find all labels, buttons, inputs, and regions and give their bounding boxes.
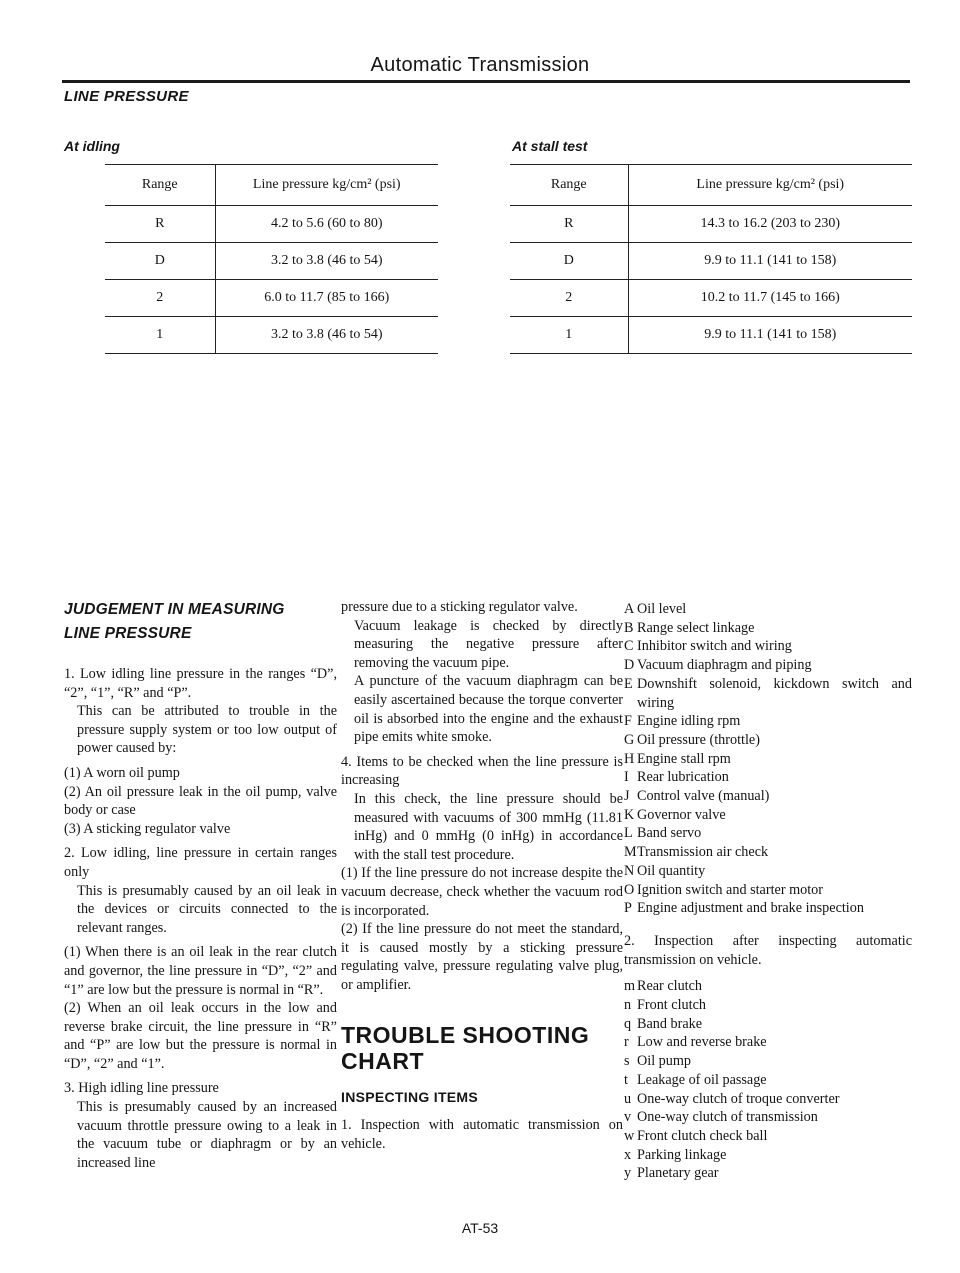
table-header-row [105, 165, 438, 206]
pressure-cell: 6.0 to 11.7 (85 to 166) [215, 280, 438, 317]
table-row [510, 280, 912, 317]
page-header-title: Automatic Transmission [370, 54, 590, 76]
list-item: A Oil level [624, 601, 687, 617]
judgement-item-3-body: This is presumably caused by an increased vacuum throttle pressure owing to a leak in the vacuum tube or diaphragm or by an increased line [77, 1099, 337, 1171]
idling-subheading: At idling [64, 138, 120, 154]
list-item: w Front clutch check ball [624, 1127, 768, 1144]
list-item: P Engine adjustment and brake inspection [624, 900, 864, 917]
column-header-pressure: Line pressure kg/cm² (psi) [215, 165, 438, 206]
stall-subheading: At stall test [512, 138, 588, 154]
middle-item-4-body: In this check, the line pressure should be measured with vacuums of 300 mmHg (11.81 inHg) and 0 mmHg (0 inHg) in accordance with the stall test procedure. [354, 790, 623, 863]
range-cell: D [510, 243, 628, 280]
range-cell: 2 [105, 280, 215, 317]
middle-column [341, 598, 623, 1153]
list-item: O Ignition switch and starter motor [624, 881, 823, 898]
list-item: C Inhibitor switch and wiring [624, 638, 792, 655]
inspection-item-1: 1. Inspection with automatic transmission on vehicle. [341, 1117, 623, 1152]
judgement-item-1: 1. Low idling line pressure in the ranges “D”, “2”, “1”, “R” and “P”. [64, 666, 337, 701]
pressure-cell: 9.9 to 11.1 (141 to 158) [628, 317, 912, 354]
list-item: n Front clutch [624, 997, 706, 1014]
list-item: F Engine idling rpm [624, 713, 741, 730]
column-header-range: Range [510, 165, 628, 206]
judgement-subitem: (3) A sticking regulator valve [64, 820, 231, 837]
list-item: E Downshift solenoid, kickdown switch and wiring [624, 675, 912, 711]
diaphragm-puncture-paragraph: A puncture of the vacuum diaphragm can be easily ascertained because the torque converter oil is absorbed into the engine and the exhaust pipe emits white smoke. [354, 673, 623, 746]
pressure-cell: 4.2 to 5.6 (60 to 80) [215, 206, 438, 243]
list-item: K Governor valve [624, 806, 726, 823]
trouble-shooting-heading-line1: TROUBLE SHOOTING [341, 1022, 590, 1049]
list-item: q Band brake [624, 1015, 703, 1032]
pressure-cell: 14.3 to 16.2 (203 to 230) [628, 206, 912, 243]
list-item: t Leakage of oil passage [624, 1071, 767, 1088]
pressure-cell: 3.2 to 3.8 (46 to 54) [215, 243, 438, 280]
header-rule [62, 80, 910, 83]
judgement-heading-line1: JUDGEMENT IN MEASURING [64, 601, 285, 618]
list-item: u One-way clutch of troque converter [624, 1090, 840, 1107]
inspection-list-transmission [624, 977, 912, 1183]
idling-table [105, 164, 438, 354]
judgement-subitem: (2) An oil pressure leak in the oil pump, valve body or case [64, 783, 337, 819]
judgement-item-2: 2. Low idling, line pressure in certain ranges only [64, 845, 337, 880]
table-row [105, 243, 438, 280]
range-cell: R [105, 206, 215, 243]
judgement-item-1-body: This can be attributed to trouble in the pressure supply system or too low output of power caused by: [77, 703, 337, 757]
range-cell: 1 [105, 317, 215, 354]
right-column [624, 600, 912, 1183]
judgement-item-3: 3. High idling line pressure [64, 1080, 219, 1097]
pressure-cell: 10.2 to 11.7 (145 to 166) [628, 280, 912, 317]
list-item: I Rear lubrication [624, 769, 729, 786]
middle-subitem: (2) If the line pressure do not meet the standard, it is caused mostly by a sticking pressure regulating valve, pressure regulating valve plug, or amplifier. [341, 921, 623, 993]
middle-subitem: (1) If the line pressure do not increase despite the vacuum decrease, check whether the vacuum rod is incorporated. [341, 865, 623, 919]
list-item: D Vacuum diaphragm and piping [624, 657, 812, 674]
range-cell: R [510, 206, 628, 243]
list-item: M Transmission air check [624, 844, 769, 861]
table-row [510, 206, 912, 243]
judgement-heading-line2: LINE PRESSURE [64, 625, 192, 642]
inspecting-items-heading: INSPECTING ITEMS [341, 1089, 479, 1106]
judgement-column [64, 598, 337, 1172]
column-header-pressure: Line pressure kg/cm² (psi) [628, 165, 912, 206]
regulator-continuation: pressure due to a sticking regulator valve. [341, 599, 578, 615]
vacuum-leakage-paragraph: Vacuum leakage is checked by directly measuring the negative pressure after removing the vacuum pipe. [354, 617, 623, 671]
list-item: y Planetary gear [624, 1165, 719, 1182]
table-row [105, 317, 438, 354]
list-item: H Engine stall rpm [624, 750, 731, 767]
inspection-list-vehicle [624, 600, 912, 918]
list-item: x Parking linkage [624, 1146, 727, 1163]
page-number: AT-53 [461, 1220, 499, 1236]
list-item: N Oil quantity [624, 862, 706, 879]
trouble-shooting-heading-line2: CHART [341, 1048, 424, 1075]
judgement-subitem: (1) A worn oil pump [64, 764, 180, 781]
judgement-subitem: (1) When there is an oil leak in the rear clutch and governor, the line pressure in “D”, “2” and “1” are low but the pressure is normal in “R”. [64, 944, 337, 998]
judgement-subitem: (2) When an oil leak occurs in the low and reverse brake circuit, the line pressure in “R” and “P” are low but the pressure is normal in “D”, “2” and “1”. [64, 1000, 337, 1072]
table-row [510, 317, 912, 354]
list-item: L Band servo [624, 825, 702, 842]
table-row [105, 206, 438, 243]
line-pressure-heading: LINE PRESSURE [64, 88, 189, 105]
stall-table [510, 164, 912, 354]
list-item: G Oil pressure (throttle) [624, 731, 760, 748]
table-header-row [510, 165, 912, 206]
list-item: v One-way clutch of transmission [624, 1109, 818, 1126]
list-item: B Range select linkage [624, 619, 755, 636]
range-cell: D [105, 243, 215, 280]
pressure-cell: 3.2 to 3.8 (46 to 54) [215, 317, 438, 354]
list-item: m Rear clutch [624, 978, 702, 995]
range-cell: 1 [510, 317, 628, 354]
middle-item-4: 4. Items to be checked when the line pressure is increasing [341, 753, 623, 789]
judgement-item-2-body: This is presumably caused by an oil leak in the devices or circuits connected to the relevant ranges. [77, 882, 337, 936]
column-header-range: Range [105, 165, 215, 206]
inspection-item-2: 2. Inspection after inspecting automatic transmission on vehicle. [624, 932, 912, 968]
table-row [105, 280, 438, 317]
range-cell: 2 [510, 280, 628, 317]
list-item: s Oil pump [624, 1053, 691, 1070]
pressure-cell: 9.9 to 11.1 (141 to 158) [628, 243, 912, 280]
table-row [510, 243, 912, 280]
list-item: J Control valve (manual) [624, 788, 770, 805]
list-item: r Low and reverse brake [624, 1034, 767, 1051]
